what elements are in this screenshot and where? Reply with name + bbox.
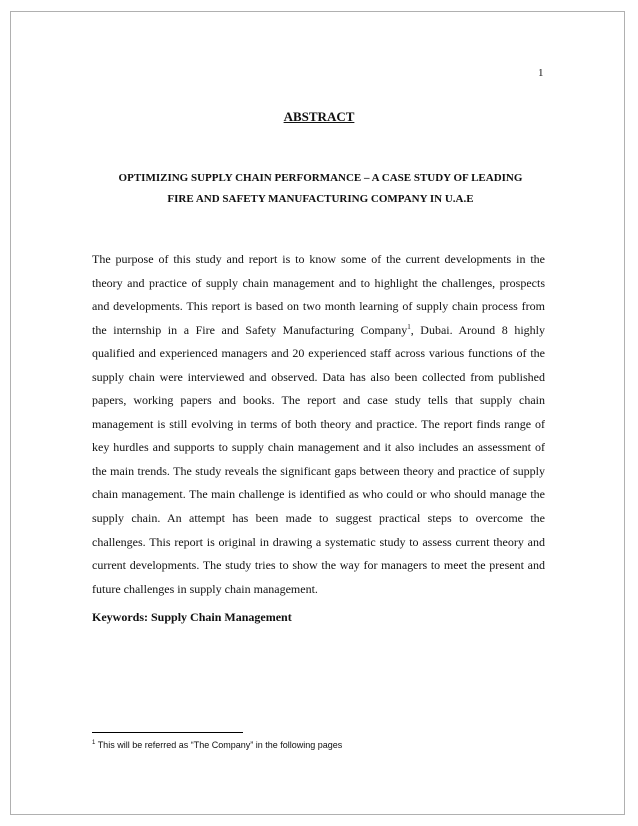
keywords-line: Keywords: Supply Chain Management <box>92 610 292 624</box>
footnote-marker: 1 <box>92 740 96 746</box>
abstract-heading: ABSTRACT <box>283 109 355 124</box>
subtitle-line-2: FIRE AND SAFETY MANUFACTURING COMPANY IN U.A.E <box>167 193 474 205</box>
subtitle-line-1: OPTIMIZING SUPPLY CHAIN PERFORMANCE – A CASE STUDY OF LEADING <box>118 172 523 184</box>
abstract-body-part-1: The purpose of this study and report is to know some of the current developments in the theory and practice of supply chain management and to highlight the challenges, prospects and developments. This report is based on two month learning of supply chain process from the internship in a Fire and Safety Manufacturing Company <box>92 252 545 337</box>
abstract-body-part-2: , Dubai. Around 8 highly qualified and experienced managers and 20 experienced staff across various functions of the supply chain were interviewed and observed. Data has also been collected from published papers, working papers and books. The report and case study tells that supply chain management is still evolving in terms of both theory and practice. The report finds range of key hurdles and supports to supply chain management and it also includes an assessment of the main trends. The study reveals the significant gaps between theory and practice of supply chain management. The main challenge is identified as who could or who should manage the supply chain. An attempt has been made to suggest practical steps to overcome the challenges. This report is original in drawing a systematic study to assess current theory and current developments. The study tries to show the way for managers to meet the present and future challenges in supply chain management. <box>92 322 545 596</box>
abstract-body <box>92 248 545 601</box>
page-number: 1 <box>538 67 544 79</box>
footnote-text: This will be referred as “The Company” in the following pages <box>97 740 343 750</box>
document-subtitle <box>80 168 561 210</box>
footnote-reference: 1 <box>407 322 411 331</box>
footnote <box>92 740 342 750</box>
footnote-separator <box>92 732 243 733</box>
